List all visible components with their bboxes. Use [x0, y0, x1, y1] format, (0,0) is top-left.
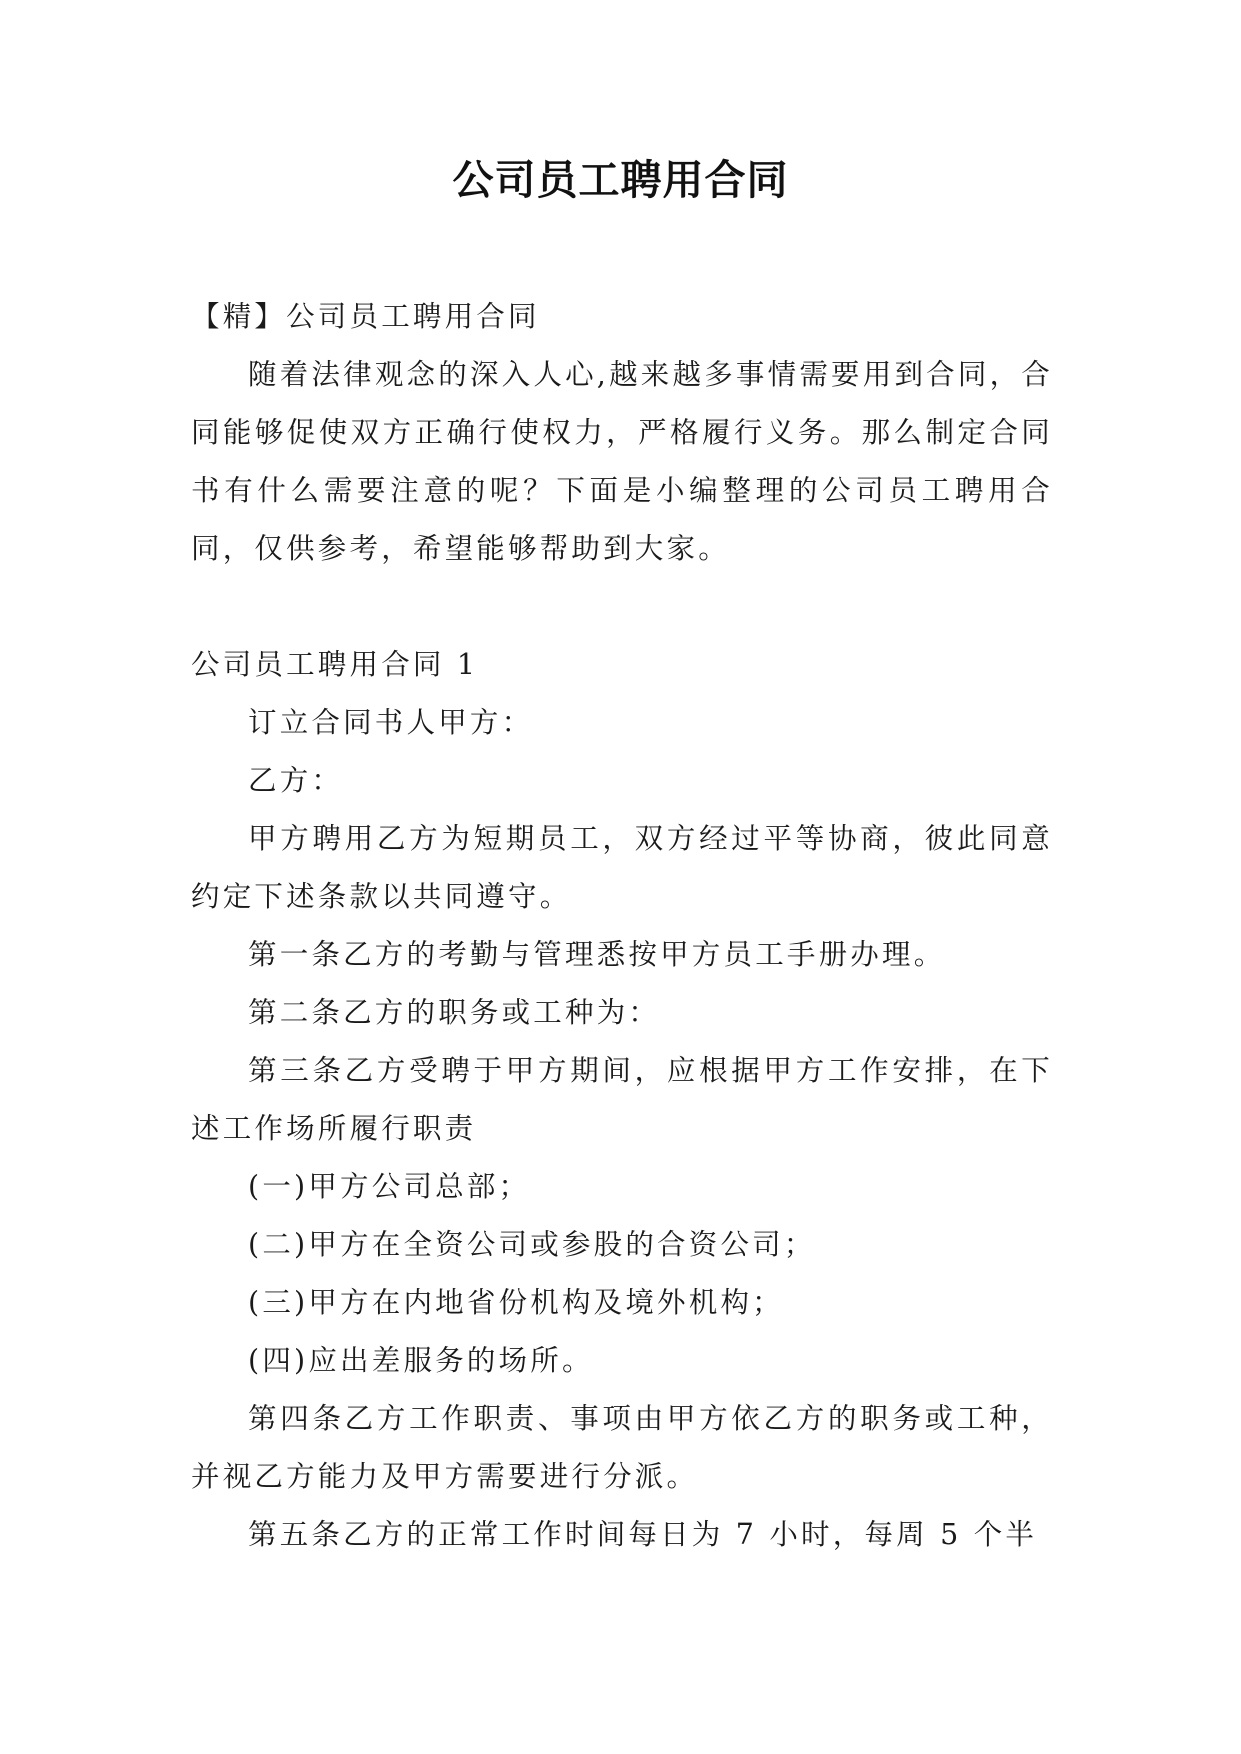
article-2: 第二条乙方的职务或工种为：	[248, 996, 661, 1029]
party-a-line: 订立合同书人甲方：	[248, 706, 534, 739]
article-1: 第一条乙方的考勤与管理悉按甲方员工手册办理。	[248, 938, 946, 971]
intro-paragraph: 随着法律观念的深入人心,越来越多事情需要用到合同，合同能够促使双方正确行使权力，严格履行义务。那么制定合同书有什么需要注意的呢？下面是小编整理的公司员工聘用合同，仅供参考，希望能够帮助到大家。	[191, 358, 1053, 565]
article-3: 第三条乙方受聘于甲方期间，应根据甲方工作安排，在下述工作场所履行职责	[191, 1054, 1053, 1145]
agreement-paragraph: 甲方聘用乙方为短期员工，双方经过平等协商，彼此同意约定下述条款以共同遵守。	[191, 822, 1053, 913]
paragraph-gap	[191, 578, 1053, 636]
list-item-3: (三)甲方在内地省份机构及境外机构；	[248, 1286, 784, 1319]
party-b-line: 乙方：	[248, 764, 344, 797]
document-body	[191, 288, 1053, 1564]
document-title: 公司员工聘用合同	[452, 156, 789, 204]
intro-heading: 【精】公司员工聘用合同	[191, 300, 540, 333]
list-item-1: (一)甲方公司总部；	[248, 1170, 531, 1203]
article-4: 第四条乙方工作职责、事项由甲方依乙方的职务或工种，并视乙方能力及甲方需要进行分派。	[191, 1402, 1053, 1493]
list-item-4: (四)应出差服务的场所。	[248, 1344, 594, 1377]
article-5: 第五条乙方的正常工作时间每日为 7 小时，每周 5 个半	[248, 1518, 1038, 1551]
section-heading: 公司员工聘用合同 1	[191, 648, 479, 681]
list-item-2: (二)甲方在全资公司或参股的合资公司；	[248, 1228, 816, 1261]
